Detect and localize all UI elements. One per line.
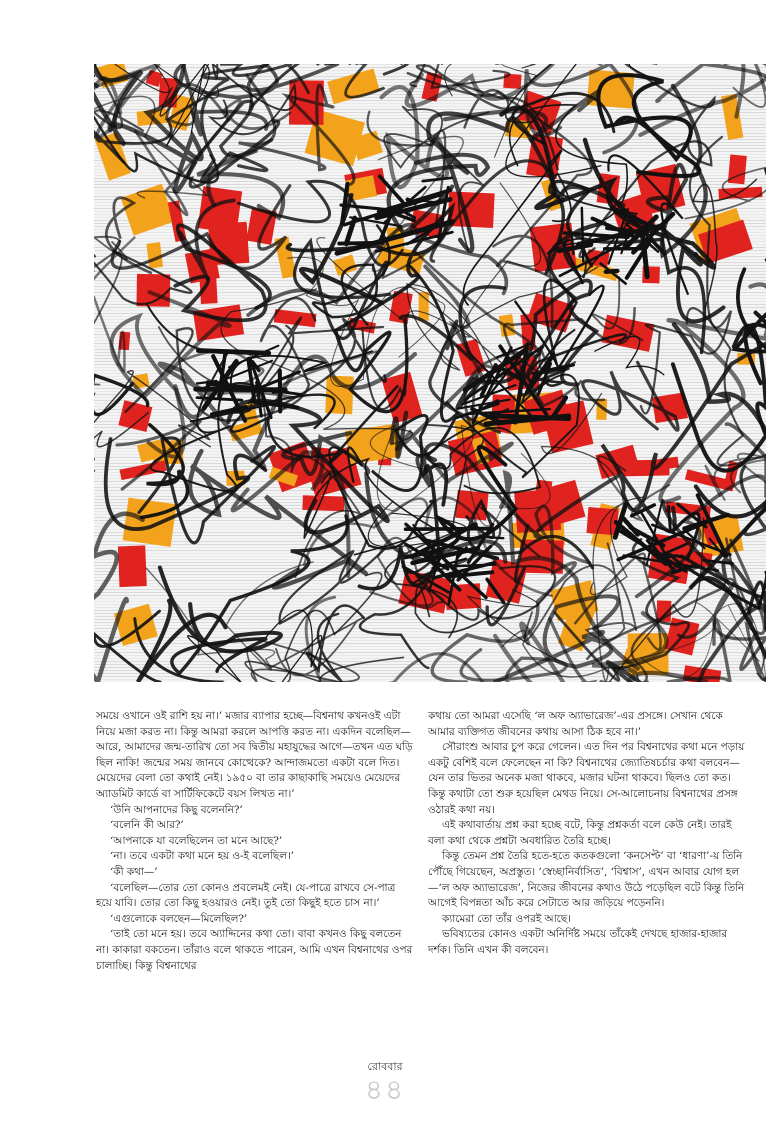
paragraph: ‘না। তবে একটা কথা মনে হয় ও-ই বলেছিল।’ xyxy=(110,850,294,863)
paragraph: ‘বলেনি কী আর?’ xyxy=(110,819,184,832)
paragraph: ক্যামেরা তো তাঁর ওপরই আছে। xyxy=(442,912,571,925)
paragraph: সৌরাংশু আবার চুপ করে গেলেন। এত দিন পর বিশ্বনাথের কথা মনে পড়ায় একটু বেশিই বলে ফেলেছেন না কি? বিশ্বনাথের জ্যোতিষচর্চার কথা বলবেন—যেন তার ভিতর অনেক মজা থাকবে, মজার ঘটনা থাকবে। ছিলও তো কত। কিন্তু কথাটা তো শুরু হয়েছিল মেথড নিয়ে। সে-আলোচনায় বিশ্বনাথের প্রসঙ্গ ওঠারই কথা নয়। xyxy=(428,741,745,816)
paragraph: সময়ে ওখানে ওই রাশি হয় না।’ মজার ব্যাপার হচ্ছে—বিশ্বনাথ কখনওই এটা নিয়ে মজা করত না। কিন্তু আমরা করলে আপত্তি করত না। একদিন বলেছিল—আরে, আমাদের জন্ম-তারিখ তো সব দ্বিতীয় মহাযুদ্ধের আগে—তখন এত ঘড়ি ছিল নাকি! জন্মের সময় জানবে কোত্থেকে? আন্দাজমতো একটা বলে দিত। মেয়েদের বেলা তো কথাই নেই। ১৯৫০ বা তার কাছাকাছি সময়েও মেয়েদের অ্যাডমিট কার্ডে বা সার্টিফিকেটে বয়স লিখত না।’ xyxy=(96,710,413,800)
paragraph: এই কথাবার্তায় প্রশ্ন করা হচ্ছে বটে, কিন্তু প্রশ্নকর্তা বলে কেউ নেই। তারই বলা কথা থেকে প্রশ্নটা অবধারিত তৈরি হচ্ছে। xyxy=(428,819,732,847)
paragraph: ‘বলেছিল—তোর তো কোনও প্রবলেমই নেই। যে-পাত্রে রাখবে সে-পাত্র হয়ে যাবি। তোর তো কিছু হওয়ারও নেই। তুই তো কিছুই হতে চাস না।’ xyxy=(96,881,396,910)
paragraph: কিন্তু তেমন প্রশ্ন তৈরি হতে-হতে কতকগুলো ‘কনসেপ্ট’ বা ‘ধারণা’-য় তিনি পৌঁছে গিয়েছেন, অপ্রস্তুত। ‘স্বেচ্ছানির্বাসিত’, ‘বিশ্বাস’, এখন আবার যোগ হল—‘ল অফ অ্যাভারেজ’, নিজের জীবনের কথাও উঠে পড়েছিল বটে কিন্তু তিনি আগেই বিপন্নতা আঁচ করে সেটাতে আর জড়িয়ে পড়েননি। xyxy=(428,850,745,910)
paragraph: ‘উনি আপনাদের কিছু বলেননি?’ xyxy=(110,803,243,816)
magazine-name: রোববার xyxy=(367,1060,403,1073)
paragraph: ‘আপনাকে যা বলেছিলেন তা মনে আছে?’ xyxy=(110,834,283,847)
illustration xyxy=(94,64,766,682)
abstract-ink-artwork xyxy=(94,64,766,682)
page-number: ৪৪ xyxy=(364,1073,406,1106)
paragraph: ‘কী কথা—’ xyxy=(110,865,158,878)
paragraph: কথায় তো আমরা এসেছি ‘ল অফ অ্যাভারেজ’-এর প্রসঙ্গে। সেখান থেকে আমার ব্যক্তিগত জীবনের কথায় আসা ঠিক হবে না।’ xyxy=(428,710,723,738)
text-column-left xyxy=(96,709,414,974)
text-column-right xyxy=(428,709,746,959)
paragraph: ‘তাই তো মনে হয়। তবে অ্যাদ্দিনের কথা তো। বাবা কখনও কিছু বলতেন না। কাকারা বকতেন। তাঁরাও বলে থাকতে পারেন, আমি এখন বিশ্বনাথের ওপর চালাচ্ছি। কিন্তু বিশ্বনাথের xyxy=(96,928,413,972)
paragraph: ‘এগুলোকে বলছেন—মিলেছিল?’ xyxy=(110,912,248,925)
paragraph: ভবিষ্যতের কোনও একটা অনির্দিষ্ট সময়ে তাঁকেই দেখছে হাজার-হাজার দর্শক। তিনি এখন কী বলবেন। xyxy=(428,928,728,956)
